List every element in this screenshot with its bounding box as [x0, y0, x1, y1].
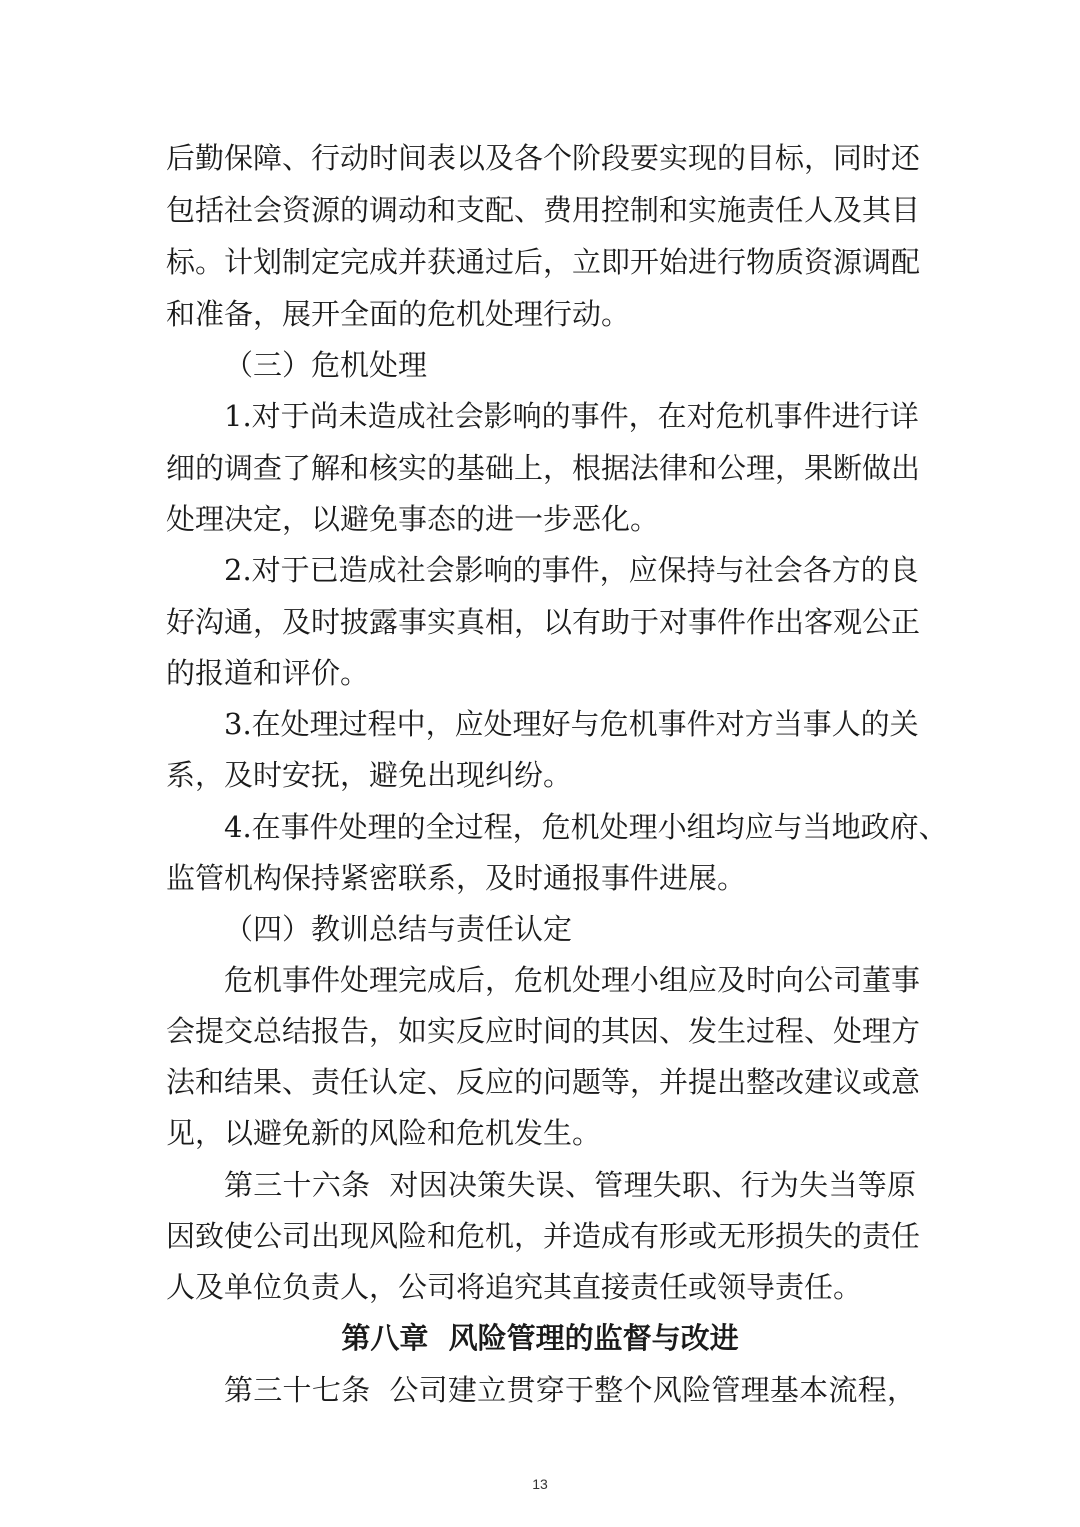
text-line: 细的调查了解和核实的基础上，根据法律和公理，果断做出: [166, 451, 921, 485]
text-line: 2.对于已造成社会影响的事件，应保持与社会各方的良: [224, 553, 919, 587]
section-heading: （四）教训总结与责任认定: [224, 912, 573, 946]
text-line: 和准备，展开全面的危机处理行动。: [166, 297, 631, 331]
text-line: 见，以避免新的风险和危机发生。: [166, 1116, 602, 1150]
text-line: 3.在处理过程中，应处理好与危机事件对方当事人的关: [224, 707, 919, 741]
text-line: 危机事件处理完成后，危机处理小组应及时向公司董事: [224, 963, 921, 997]
text-line: 处理决定，以避免事态的进一步恶化。: [166, 502, 660, 536]
page-number: 13: [532, 1476, 548, 1492]
article-line: 第三十七条 公司建立贯穿于整个风险管理基本流程，: [224, 1373, 916, 1407]
text-line: 1.对于尚未造成社会影响的事件，在对危机事件进行详: [224, 399, 919, 433]
text-line: 4.在事件处理的全过程，危机处理小组均应与当地政府、: [224, 810, 948, 844]
text-line: 包括社会资源的调动和支配、费用控制和实施责任人及其目: [166, 193, 921, 227]
text-line: 因致使公司出现风险和危机，并造成有形或无形损失的责任: [166, 1219, 921, 1253]
text-line: 人及单位负责人，公司将追究其直接责任或领导责任。: [166, 1270, 863, 1304]
text-line: 会提交总结报告，如实反应时间的其因、发生过程、处理方: [166, 1014, 921, 1048]
text-line: 系，及时安抚，避免出现纠纷。: [166, 758, 573, 792]
article-line: 第三十六条 对因决策失误、管理失职、行为失当等原: [224, 1168, 916, 1202]
text-line: 标。计划制定完成并获通过后，立即开始进行物质资源调配: [166, 245, 921, 279]
text-line: 后勤保障、行动时间表以及各个阶段要实现的目标，同时还: [166, 141, 921, 175]
text-line: 监管机构保持紧密联系，及时通报事件进展。: [166, 861, 747, 895]
chapter-title: 第八章 风险管理的监督与改进: [341, 1321, 739, 1355]
text-line: 好沟通，及时披露事实真相，以有助于对事件作出客观公正: [166, 605, 921, 639]
text-line: 法和结果、责任认定、反应的问题等，并提出整改建议或意: [166, 1065, 921, 1099]
text-line: 的报道和评价。: [166, 656, 370, 690]
section-heading: （三）危机处理: [224, 348, 428, 382]
